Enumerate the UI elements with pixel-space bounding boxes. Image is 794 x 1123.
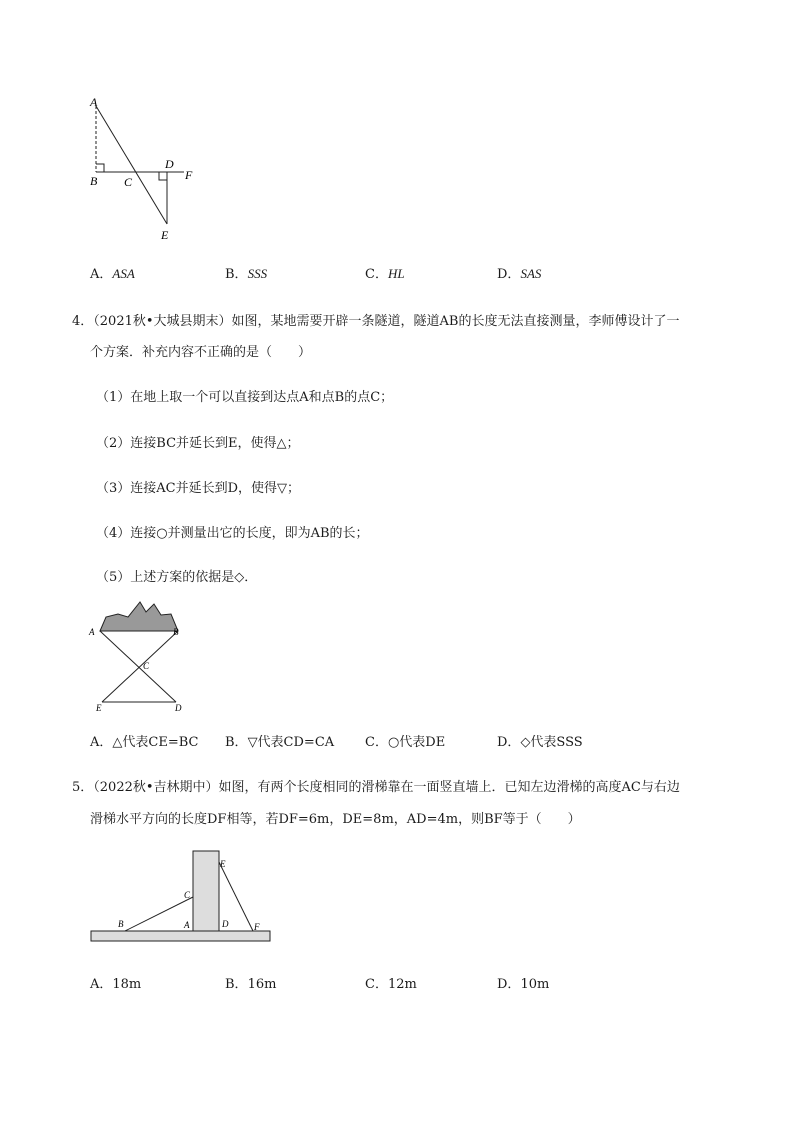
q3-option-b[interactable]: B．SSS [225,266,268,282]
label-a: A [90,95,98,109]
label-d: D [175,703,182,713]
q5-option-b[interactable]: B．16m [225,977,277,992]
q4-step-2: （2）连接BC并延长到E，使得△； [96,436,300,451]
label-b: B [118,919,124,929]
q4-option-c[interactable]: C．○代表DE [365,735,446,750]
wall [193,851,219,931]
q4-stem-line2: 个方案．补充内容不正确的是（ ） [90,345,312,360]
q3-option-a[interactable]: A．ASA [90,266,135,282]
label-e: E [161,228,169,242]
ground-plank [91,931,270,941]
label-e: E [96,703,102,713]
label-a: A [184,920,190,930]
q5-stem-line1: 5．（2022秋•吉林期中）如图，有两个长度相同的滑梯靠在一面竖直墙上．已知左边滑梯的高度AC与右边 [72,780,680,795]
q3-option-d[interactable]: D．SAS [497,266,542,282]
label-f: F [185,168,193,182]
label-e: E [220,859,226,869]
segment-be [102,631,178,702]
label-b: B [173,627,179,637]
q4-step-5: （5）上述方案的依据是◇． [96,570,258,585]
label-f: F [254,922,260,932]
q5-figure [88,848,278,944]
label-c: C [184,890,191,900]
right-angle-mark-b [96,164,104,172]
q4-step-1: （1）在地上取一个可以直接到达点A和点B的点C； [96,390,394,405]
q5-option-c[interactable]: C．12m [365,977,417,992]
label-d: D [165,157,174,171]
segment-ae [96,106,167,224]
q4-option-a[interactable]: A．△代表CE=BC [90,735,199,750]
mountain-shape [100,602,178,631]
q5-stem-line2: 滑梯水平方向的长度DF相等，若DF=6m，DE=8m，AD=4m，则BF等于（ ） [90,812,581,827]
q3-figure [84,92,204,242]
segment-ad [100,631,176,702]
q4-option-d[interactable]: D．◇代表SSS [497,735,583,750]
right-angle-mark-d [159,172,167,180]
q5-option-d[interactable]: D．10m [497,977,550,992]
q4-option-b[interactable]: B．▽代表CD=CA [225,735,335,750]
label-b: B [90,174,98,188]
q4-step-3: （3）连接AC并延长到D，使得▽； [96,481,301,496]
slide-bc [125,897,193,931]
label-c: C [124,175,133,189]
label-a: A [89,627,95,637]
q4-step-4: （4）连接○并测量出它的长度，即为AB的长； [96,526,369,541]
label-d: D [222,919,229,929]
q4-figure [88,600,198,715]
label-c: C [143,661,150,671]
q3-option-c[interactable]: C．HL [365,266,405,282]
q4-stem-line1: 4．（2021秋•大城县期末）如图，某地需要开辟一条隧道，隧道AB的长度无法直接测量，李师傅设计了一 [72,314,680,329]
q5-option-a[interactable]: A．18m [90,977,142,992]
